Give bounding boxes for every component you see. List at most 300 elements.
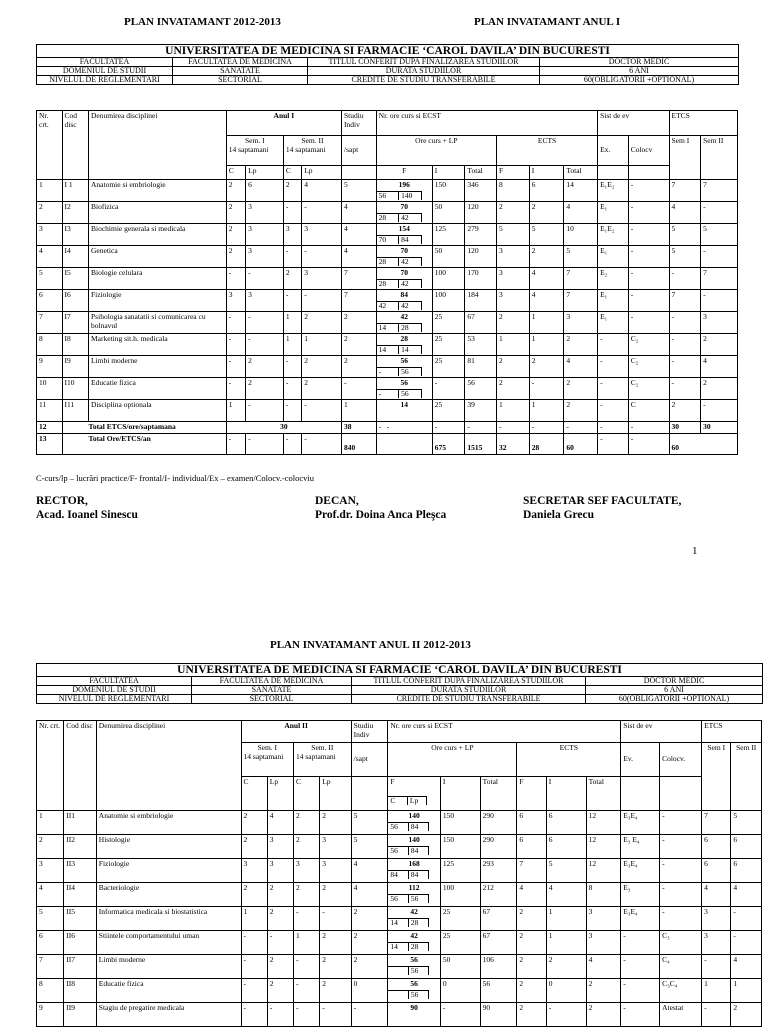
cell-c2: - (293, 907, 319, 931)
cell-c2: 3 (283, 224, 301, 246)
cell-ex: - (621, 979, 660, 1003)
cell-lp2: - (320, 907, 351, 931)
header-nr-ore: Nr. ore curs si ECST (388, 721, 621, 743)
cell-f-split (388, 990, 429, 1000)
cell-total: 290 (480, 835, 517, 859)
cell-f (376, 312, 432, 334)
cell-lp1: 2 (267, 955, 293, 979)
cell-cod: I8 (62, 334, 89, 356)
cell-studiu: 0 (351, 979, 388, 1003)
cell-ex: - (621, 931, 660, 955)
cell-nr: 4 (37, 883, 64, 907)
cell-sem-i: 7 (669, 290, 701, 312)
cell-lp1: 3 (267, 835, 293, 859)
cell-cod: I4 (62, 246, 89, 268)
curriculum-table-year-2 (36, 720, 762, 1027)
cell-nr: 4 (37, 246, 63, 268)
cell-cod: I9 (62, 356, 89, 378)
header-total: Total (564, 166, 598, 180)
cell-ects-f: 3 (497, 268, 530, 290)
info-cell: 60(OBLIGATORII +OPTIONAL) (540, 76, 739, 85)
cell-sem-i: 5 (669, 246, 701, 268)
cell-ex: - (621, 1003, 660, 1027)
header-ore-curs: Ore curs + LP (388, 743, 517, 777)
header-nr: Nr. crt. (37, 111, 63, 180)
cell-ects-total: 2 (564, 400, 598, 422)
cell-nr: 12 (37, 422, 63, 434)
cell-lp1: 3 (246, 290, 284, 312)
cell-total: 56 (465, 378, 497, 400)
cell-f-total: 28 (400, 334, 408, 343)
cell-ects-i: 2 (529, 246, 564, 268)
cell-c2: - (283, 246, 301, 268)
cell-f-lp: 28 (398, 324, 421, 333)
university-info-table-2 (36, 663, 763, 704)
cell-lp1: 3 (267, 859, 293, 883)
cell-colocv: - (660, 835, 702, 859)
cell-ects-total: 2 (564, 334, 598, 356)
cell-c2: 1 (283, 312, 301, 334)
cell-total: 212 (480, 883, 517, 907)
cell-c1: 2 (226, 202, 245, 224)
cell-lp1: - (246, 312, 284, 334)
cell-f (376, 433, 432, 454)
cell-i: 150 (432, 180, 465, 202)
cell-cod: I7 (62, 312, 89, 334)
cell-studiu: 5 (351, 811, 388, 835)
info-cell: CREDITE DE STUDIU TRANSFERABILE (352, 695, 586, 704)
cell-sem-i: 7 (669, 180, 701, 202)
header-studiu: Studiu Indiv (351, 721, 388, 743)
info-cell: SANATATE (192, 686, 352, 695)
page-title-left: PLAN INVATAMANT 2012-2013 (124, 16, 281, 28)
cell-f-split (388, 822, 429, 832)
cell-colocv: C₂ (628, 334, 669, 356)
cell-colocv: C₂ (628, 356, 669, 378)
table-row (37, 268, 738, 290)
cell-total: 67 (480, 907, 517, 931)
cell-studiu: 2 (342, 334, 377, 356)
cell-colocv: - (660, 907, 702, 931)
cell-f-total: 154 (398, 224, 410, 233)
cell-etcs-total: 60 (669, 433, 738, 454)
cell-f-lp: 84 (408, 871, 429, 880)
cell-i: 50 (432, 246, 465, 268)
cell-cod: II4 (64, 883, 97, 907)
info-cell: TITLUL CONFERIT DUPA FINALIZAREA STUDIILOR (352, 677, 586, 686)
cell-ects-total: 3 (586, 907, 621, 931)
cell-studiu: 1 (342, 400, 377, 422)
cell-lp2: - (320, 1003, 351, 1027)
cell-ects-total: 4 (564, 356, 598, 378)
cell-colocv: C₃ (660, 931, 702, 955)
header-studiu: Studiu Indiv (342, 111, 377, 136)
cell-denumire: Genetica (89, 246, 227, 268)
sem1-weeks: 14 saptamani (228, 144, 269, 154)
cell-sem-ii: - (731, 907, 762, 931)
cell-total: 293 (480, 859, 517, 883)
header-lp: Lp (246, 166, 284, 180)
cell-f-curs: 28 (378, 256, 387, 266)
cell-denumire: Limbi moderne (89, 356, 227, 378)
cell-studiu: 2 (351, 931, 388, 955)
cell-colocv: - (628, 180, 669, 202)
cell-lp2: 3 (320, 835, 351, 859)
cell-ects-total: 7 (564, 290, 598, 312)
cell-ects-f: 2 (497, 356, 530, 378)
cell-f-split (388, 918, 429, 928)
cell-c2: - (283, 290, 301, 312)
cell-sem-ii: - (731, 931, 762, 955)
sem2-label: Sem. II (311, 743, 334, 752)
cell-ex: E₁E₂ (598, 224, 629, 246)
cell-ects-f: 2 (517, 931, 546, 955)
cell-lp1: 2 (246, 356, 284, 378)
cell-ects-total: 12 (586, 835, 621, 859)
cell-ects-f: 1 (497, 400, 530, 422)
cell-f-split (388, 846, 429, 856)
cell-colocv: Atestat (660, 1003, 702, 1027)
cell-i: 100 (432, 268, 465, 290)
cell-ex: E₃ E₄ (621, 835, 660, 859)
cell-lp1: - (267, 931, 293, 955)
cell-cod: I 1 (62, 180, 89, 202)
cell-ects-f: 2 (497, 202, 530, 224)
cell-c2: 2 (283, 268, 301, 290)
cell-ects-i: - (546, 1003, 586, 1027)
total-label: Total ETCS/ore/saptamana (62, 422, 226, 434)
cell-c1: - (226, 433, 245, 454)
cell-studiu: 2 (342, 312, 377, 334)
cell-c2: 2 (293, 835, 319, 859)
cell-cod: I5 (62, 268, 89, 290)
cell-lp1: 4 (267, 811, 293, 835)
cell-lp2: - (302, 400, 342, 422)
cell-colocv: - (628, 290, 669, 312)
cell-i: 0 (440, 979, 480, 1003)
cell-sem-ii: 30 (701, 422, 738, 434)
header-sapt: /sapt (351, 743, 388, 777)
cell-sem-ii: 2 (731, 1003, 762, 1027)
table-row (37, 883, 762, 907)
sem2-label: Sem. II (301, 136, 324, 145)
cell-f-curs: 84 (390, 869, 398, 879)
cell-studiu: 5 (351, 835, 388, 859)
cell-i: 25 (440, 907, 480, 931)
cell-lp2: 2 (320, 931, 351, 955)
cell-f-split (377, 235, 422, 245)
cell-denumire: Fiziologie (96, 859, 241, 883)
cell-nr: 9 (37, 356, 63, 378)
cell-sem-i: - (702, 955, 731, 979)
legend-text: C-curs/lp – lucrări practice/F- frontal/I- individual/Ex – examen/Colocv.-colocviu (36, 473, 314, 483)
sem1-weeks: 14 saptamani (243, 751, 284, 761)
cell-ex: E₁ (598, 312, 629, 334)
cell-f-lp: 84 (398, 236, 421, 245)
cell-c1: - (226, 334, 245, 356)
cell-c2: - (283, 400, 301, 422)
cell-f (388, 979, 440, 1003)
cell-f (376, 422, 432, 434)
cell-f-lp: 56 (408, 991, 429, 1000)
cell-ects-i: 1 (529, 312, 564, 334)
total-row-12 (37, 422, 738, 434)
header-blank (628, 166, 669, 180)
table-row (37, 334, 738, 356)
cell-f (376, 378, 432, 400)
info-cell: CREDITE DE STUDIU TRANSFERABILE (308, 76, 540, 85)
cell-studiu: - (342, 378, 377, 400)
info-cell: FACULTATEA (37, 58, 173, 67)
cell-sem-i: 5 (669, 224, 701, 246)
cell-lp1: 2 (267, 907, 293, 931)
signature-name: Daniela Grecu (523, 509, 595, 521)
table-row (37, 835, 762, 859)
cell-sem-ii: 2 (701, 378, 738, 400)
header-anul: Anul II (241, 721, 351, 743)
cell-c1: - (241, 1003, 267, 1027)
cell-lp2: - (302, 433, 342, 454)
cell-c1: 1 (226, 400, 245, 422)
cell-cod: II7 (64, 955, 97, 979)
cell-f-curs: 70 (378, 234, 387, 244)
cell-total: 279 (465, 224, 497, 246)
cell-sem-i: 6 (702, 859, 731, 883)
cell-f-total: 42 (410, 907, 418, 916)
cell-cod: I3 (62, 224, 89, 246)
cell-total: 184 (465, 290, 497, 312)
cell-f (376, 400, 432, 422)
cell-lp2: 2 (320, 811, 351, 835)
cell-f-curs: 42 (378, 300, 387, 310)
cell-f-curs: 28 (378, 212, 387, 222)
cell-f-lp: 28 (408, 943, 429, 952)
cell-ects-i: 2 (546, 955, 586, 979)
cell-nr: 1 (37, 180, 63, 202)
cell-f (376, 290, 432, 312)
header-sem2 (293, 743, 351, 777)
cell-sem-i: 3 (702, 931, 731, 955)
cell-i: - (432, 422, 465, 434)
cell-sem-i: - (669, 268, 701, 290)
cell-ex: - (621, 955, 660, 979)
cell-f-total: 42 (410, 931, 418, 940)
cell-ects-f: 5 (497, 224, 530, 246)
cell-f-split (388, 966, 429, 976)
cell-f-total: 56 (410, 955, 418, 964)
cell-ects-i: 4 (529, 290, 564, 312)
cell-cod: II2 (64, 835, 97, 859)
cell-f-total: 84 (400, 290, 408, 299)
cell-colocv: - (628, 224, 669, 246)
cell-studiu: 4 (351, 883, 388, 907)
cell-denumire: Biofizica (89, 202, 227, 224)
header-nr: Nr. crt. (37, 721, 64, 811)
cell-f-lp: 42 (398, 302, 421, 311)
header-etcs: ETCS (702, 721, 762, 743)
cell-ects-total: 3 (586, 931, 621, 955)
cell-lp2: - (302, 246, 342, 268)
cell-ex: E₃E₄ (621, 859, 660, 883)
cell-c1: 2 (241, 835, 267, 859)
cell-f (388, 835, 440, 859)
cell-ects-total: 2 (586, 1003, 621, 1027)
info-cell: FACULTATEA (37, 677, 192, 686)
cell-lp2: 2 (320, 883, 351, 907)
cell-sem-ii: 7 (701, 180, 738, 202)
cell-c1: 1 (241, 907, 267, 931)
cell-cod: II8 (64, 979, 97, 1003)
cell-studiu: 4 (342, 224, 377, 246)
cell-f-curs (388, 991, 408, 1000)
cell-colocv: - (628, 268, 669, 290)
header-sist-ev: Sist de ev (621, 721, 702, 743)
cell-denumire: Stiintele comportamentului uman (96, 931, 241, 955)
cell-f (388, 907, 440, 931)
sem1-label: Sem. I (244, 136, 265, 145)
cell-denumire: Anatomie si embriologie (96, 811, 241, 835)
header-sem-ii: Sem II (701, 136, 738, 180)
cell-f (388, 931, 440, 955)
cell-f-curs (388, 967, 408, 976)
info-cell: TITLUL CONFERIT DUPA FINALIZAREA STUDIILOR (308, 58, 540, 67)
cell-sem-i: - (669, 378, 701, 400)
header-sem-ii: Sem II (731, 743, 762, 811)
table-row (37, 356, 738, 378)
cell-f-curs: 56 (390, 845, 398, 855)
page-title-right: PLAN INVATAMANT ANUL I (474, 16, 621, 28)
cell-ex: - (598, 356, 629, 378)
cell-f (388, 859, 440, 883)
cell-f-total: 90 (410, 1003, 418, 1012)
info-cell: 6 ANI (586, 686, 763, 695)
header-cod: Cod disc (62, 111, 89, 180)
table-row (37, 400, 738, 422)
cell-total: 106 (480, 955, 517, 979)
cell-cod: I11 (62, 400, 89, 422)
cell-studiu: 7 (342, 290, 377, 312)
cell-ects-f: 7 (517, 859, 546, 883)
cell-total: 67 (480, 931, 517, 955)
cell-sem-ii: - (701, 290, 738, 312)
cell-nr: 3 (37, 859, 64, 883)
cell-ects-i: 1 (529, 400, 564, 422)
cell-i: 25 (440, 931, 480, 955)
cell-i: 25 (432, 356, 465, 378)
cell-f-total: 14 (400, 400, 408, 409)
cell-sem-i: 1 (702, 979, 731, 1003)
cell-c1: 2 (226, 180, 245, 202)
cell-denumire: Marketing sit.h. medicala (89, 334, 227, 356)
cell-f-lp: 56 (408, 967, 429, 976)
header-cod: Cod disc (64, 721, 97, 811)
cell-ex: E₃E₄ (621, 907, 660, 931)
cell-denumire: Biologie celulara (89, 268, 227, 290)
cell-c2: - (293, 1003, 319, 1027)
cell-f-total: 196 (398, 180, 410, 189)
table-row (37, 202, 738, 224)
cell-f-curs: 14 (390, 917, 398, 927)
cell-f-split (377, 367, 422, 377)
cell-total: 81 (465, 356, 497, 378)
cell-sem-i: 6 (702, 835, 731, 859)
table-row (37, 811, 762, 835)
cell-f (376, 202, 432, 224)
cell-ects-i: 28 (529, 433, 564, 454)
cell-nr: 5 (37, 907, 64, 931)
cell-ex: - (598, 378, 629, 400)
cell-cod: II6 (64, 931, 97, 955)
cell-c2: 2 (293, 811, 319, 835)
table-row (37, 378, 738, 400)
cell-lp1: 2 (246, 378, 284, 400)
info-cell: DOCTOR MEDIC (586, 677, 763, 686)
info-cell: DURATA STUDIILOR (352, 686, 586, 695)
cell-c1: - (226, 356, 245, 378)
cell-total: 120 (465, 246, 497, 268)
cell-c1: - (241, 931, 267, 955)
cell-ects-i: - (529, 422, 564, 434)
header-blank (342, 166, 377, 180)
cell-f-lp: 28 (408, 919, 429, 928)
cell-denumire: Limbi moderne (96, 955, 241, 979)
cell-cod: I2 (62, 202, 89, 224)
cell-cod: II9 (64, 1003, 97, 1027)
cell-studiu: - (351, 1003, 388, 1027)
cell-colocv: C₄ (660, 955, 702, 979)
info-cell: NIVELUL DE REGLEMENTARI (37, 76, 173, 85)
info-cell: DURATA STUDIILOR (308, 67, 540, 76)
header-c-lp-split (388, 796, 427, 806)
cell-nr: 3 (37, 224, 63, 246)
cell-c2: - (293, 955, 319, 979)
info-cell: SECTORIAL (192, 695, 352, 704)
info-cell: 6 ANI (540, 67, 739, 76)
cell-ex: - (598, 433, 629, 454)
cell-f-lp: 140 (398, 192, 421, 201)
cell-ex: - (598, 334, 629, 356)
cell-sem-ii: - (701, 202, 738, 224)
cell-c1: 2 (241, 883, 267, 907)
cell-f-split (388, 870, 429, 880)
university-name: UNIVERSITATEA DE MEDICINA SI FARMACIE ‘CAROL DAVILA’ DIN BUCURESTI (37, 664, 763, 677)
cell-c2: 2 (293, 883, 319, 907)
cell-c2: 1 (283, 334, 301, 356)
cell-ects-total: - (564, 422, 598, 434)
cell-c1: 2 (226, 224, 245, 246)
cell-lp1: - (267, 1003, 293, 1027)
cell-i: 50 (432, 202, 465, 224)
header-ore-curs: Ore curs + LP (376, 136, 496, 166)
cell-sem-ii: 5 (701, 224, 738, 246)
header-anul: Anul I (226, 111, 341, 136)
header-lp: Lp (407, 797, 427, 806)
cell-ex: E₃ (621, 883, 660, 907)
cell-ects-i: 0 (546, 979, 586, 1003)
table-row (37, 931, 762, 955)
cell-studiu: 4 (351, 859, 388, 883)
info-cell: SECTORIAL (173, 76, 308, 85)
header-f: F (376, 166, 432, 180)
cell-nr: 7 (37, 955, 64, 979)
cell-sem-ii: 4 (731, 955, 762, 979)
cell-f-total: 140 (408, 835, 420, 844)
cell-i: 25 (432, 334, 465, 356)
cell-ects-total: 2 (586, 979, 621, 1003)
table-row (37, 859, 762, 883)
cell-f-lp: 42 (398, 258, 421, 267)
table-body-year-2 (37, 811, 762, 1027)
